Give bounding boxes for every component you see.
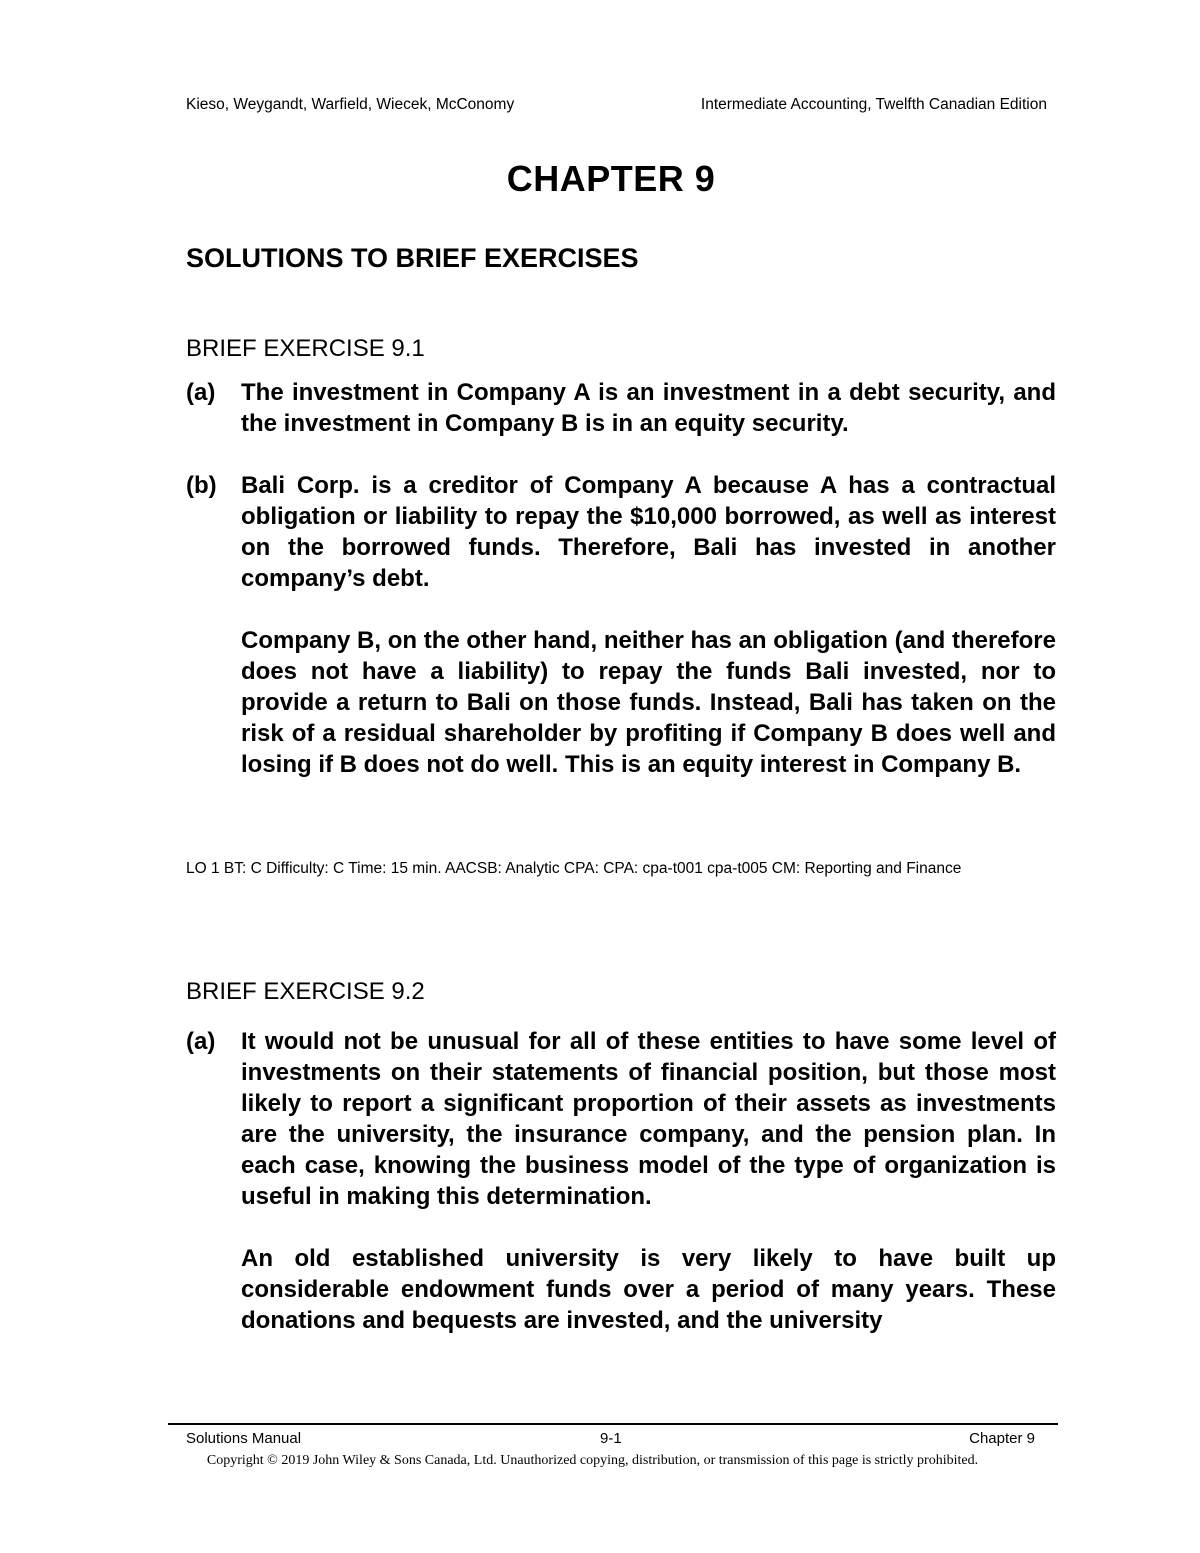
item-paragraph: An old established university is very likely to have built up considerable endowment funds over a period of many years. These donations and bequests are invested, and the university xyxy=(241,1245,1056,1334)
footer-rule xyxy=(168,1423,1058,1425)
item-paragraph: Bali Corp. is a creditor of Company A because A has a contractual obligation or liability to repay the $10,000 borrowed, as well as interest on the borrowed funds. Therefore, Bali has invested in another company’s debt. xyxy=(241,472,1056,592)
exercise-9-1-item-b xyxy=(186,470,1056,780)
exercise-title-9-2: BRIEF EXERCISE 9.2 xyxy=(186,978,425,1005)
item-paragraph: Company B, on the other hand, neither has an obligation (and therefore does not have a liability) to repay the funds Bali invested, nor to provide a return to Bali on those funds. Instead, Bali has taken on the risk of a residual shareholder by profiting if Company B does well and losing if B does not do well. This is an equity interest in Company B. xyxy=(241,627,1056,778)
item-letter: (b) xyxy=(186,472,217,499)
exercise-title-9-1: BRIEF EXERCISE 9.1 xyxy=(186,335,425,362)
item-body xyxy=(241,470,1056,780)
item-paragraph: The investment in Company A is an investment in a debt security, and the investment in Company B is in an equity security. xyxy=(241,379,1056,437)
footer-chapter-label: Chapter 9 xyxy=(969,1430,1035,1447)
item-body xyxy=(241,1026,1056,1336)
page-header-book-title: Intermediate Accounting, Twelfth Canadian Edition xyxy=(700,96,1047,113)
chapter-title: CHAPTER 9 xyxy=(506,158,716,199)
section-title: SOLUTIONS TO BRIEF EXERCISES xyxy=(186,243,639,273)
footer-manual-label: Solutions Manual xyxy=(186,1430,302,1447)
item-letter: (a) xyxy=(186,379,216,406)
exercise-9-2-item-a xyxy=(186,1026,1056,1336)
exercise-9-1-item-a xyxy=(186,377,1056,439)
copyright-notice: Copyright © 2019 John Wiley & Sons Canada, Ltd. Unauthorized copying, distribution, or transmission of this page is strictly prohibited. xyxy=(206,1453,979,1468)
page-header-authors: Kieso, Weygandt, Warfield, Wiecek, McConomy xyxy=(186,96,515,113)
item-letter: (a) xyxy=(186,1028,216,1055)
footer-page-number: 9-1 xyxy=(600,1430,622,1447)
item-body xyxy=(241,377,1056,439)
exercise-9-1-learning-objective-meta: LO 1 BT: C Difficulty: C Time: 15 min. AACSB: Analytic CPA: CPA: cpa-t001 cpa-t005 CM: Reporting and Finance xyxy=(186,860,962,877)
item-paragraph: It would not be unusual for all of these entities to have some level of investments on their statements of financial position, but those most likely to report a significant proportion of their assets as investments are the university, the insurance company, and the pension plan. In each case, knowing the business model of the type of organization is useful in making this determination. xyxy=(241,1028,1056,1210)
